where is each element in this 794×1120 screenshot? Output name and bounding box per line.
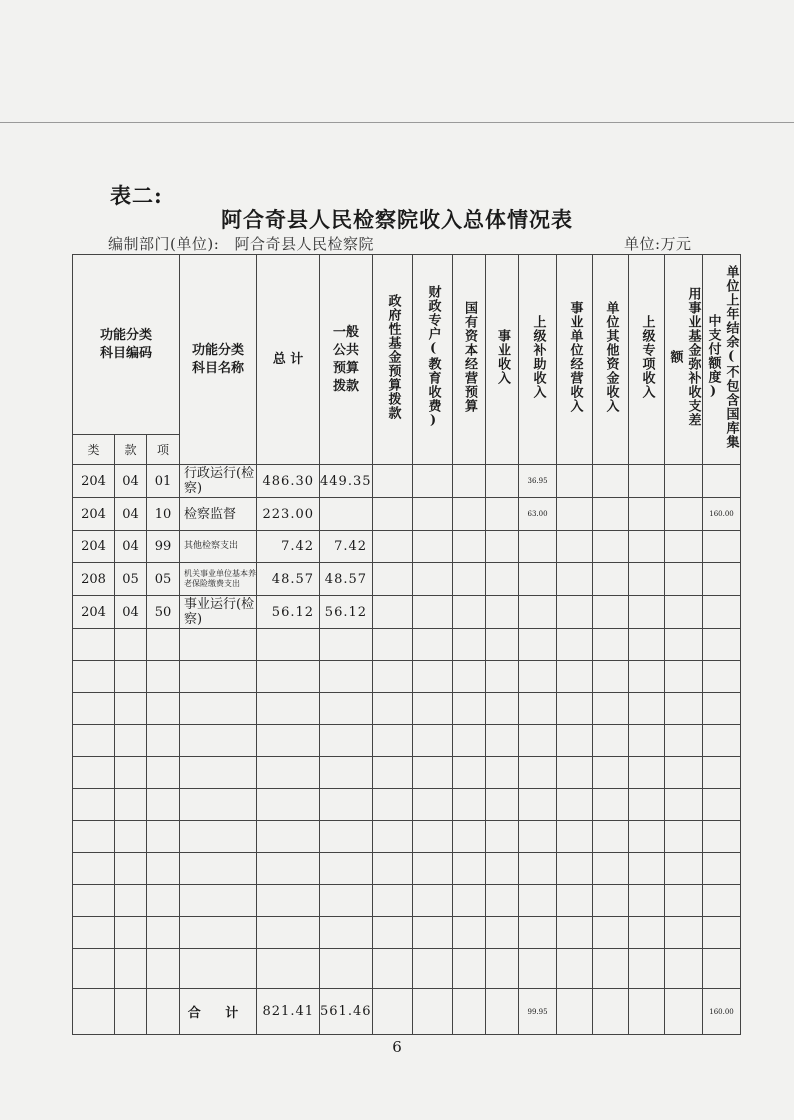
cell-carryover [703, 531, 741, 563]
department-label: 编制部门(单位): [108, 235, 220, 253]
cell-xiang: 50 [147, 596, 180, 629]
page-title: 阿合奇县人民检察院收入总体情况表 [221, 207, 573, 232]
cell-subsidy: 36.95 [519, 465, 557, 498]
empty-row [73, 885, 741, 917]
cell-name: 其他检察支出 [180, 531, 257, 563]
cell-name: 事业运行(检察) [180, 596, 257, 629]
header-gov-fund: 政府性基金预算拨款 [373, 255, 413, 465]
table-row [73, 531, 741, 563]
page-number: 6 [392, 1038, 402, 1056]
cell-total: 7.42 [257, 531, 320, 563]
empty-row [73, 789, 741, 821]
empty-row [73, 629, 741, 661]
header-other-income: 单位其他资金收入 [593, 255, 629, 465]
cell-lei: 204 [73, 531, 115, 563]
cell-subsidy [519, 596, 557, 629]
cell-lei: 204 [73, 498, 115, 531]
cell-general: 7.42 [320, 531, 373, 563]
empty-row [73, 853, 741, 885]
header-rule [0, 122, 794, 123]
cell-lei: 204 [73, 465, 115, 498]
total-label: 合 计 [180, 989, 257, 1035]
header-lei: 类 [73, 435, 115, 465]
cell-lei: 204 [73, 596, 115, 629]
header-fiscal-edu: 财政专户(教育收费) [413, 255, 453, 465]
department-line [108, 233, 374, 254]
header-fund-makeup: 用事业基金弥补收支差额 [665, 255, 703, 465]
header-business-income: 事业收入 [486, 255, 519, 465]
income-table [72, 254, 741, 1035]
header-state-capital: 国有资本经营预算 [453, 255, 486, 465]
header-xiang: 项 [147, 435, 180, 465]
department-value: 阿合奇县人民检察院 [234, 235, 375, 253]
empty-row [73, 821, 741, 853]
cell-lei: 208 [73, 563, 115, 596]
cell-carryover [703, 596, 741, 629]
empty-row [73, 725, 741, 757]
cell-name: 检察监督 [180, 498, 257, 531]
cell-name: 机关事业单位基本养老保险缴费支出 [180, 563, 257, 596]
empty-row [73, 693, 741, 725]
header-kuan: 款 [115, 435, 147, 465]
cell-xiang: 01 [147, 465, 180, 498]
cell-carryover: 160.00 [703, 498, 741, 531]
total-sum: 821.41 [257, 989, 320, 1035]
cell-total: 486.30 [257, 465, 320, 498]
cell-total: 56.12 [257, 596, 320, 629]
cell-xiang: 99 [147, 531, 180, 563]
cell-carryover [703, 563, 741, 596]
table-row [73, 498, 741, 531]
cell-general [320, 498, 373, 531]
cell-kuan: 04 [115, 531, 147, 563]
cell-kuan: 04 [115, 498, 147, 531]
cell-kuan: 05 [115, 563, 147, 596]
total-carryover: 160.00 [703, 989, 741, 1035]
cell-kuan: 04 [115, 596, 147, 629]
header-carryover: 单位上年结余(不包含国库集中支付额度) [703, 255, 741, 465]
cell-name: 行政运行(检察) [180, 465, 257, 498]
table-row [73, 465, 741, 498]
cell-carryover [703, 465, 741, 498]
cell-subsidy [519, 531, 557, 563]
header-total: 总 计 [257, 255, 320, 465]
table-row [73, 596, 741, 629]
table-number-label: 表二: [110, 183, 163, 208]
header-affiliated-income: 事业单位经营收入 [557, 255, 593, 465]
header-row [73, 255, 741, 435]
cell-xiang: 05 [147, 563, 180, 596]
total-general: 561.46 [320, 989, 373, 1035]
total-subsidy: 99.95 [519, 989, 557, 1035]
header-func-name: 功能分类科目名称 [180, 255, 257, 465]
unit-label: 单位:万元 [624, 235, 692, 253]
empty-row [73, 757, 741, 789]
cell-general: 48.57 [320, 563, 373, 596]
total-row [73, 989, 741, 1035]
header-general-budget: 一般公共预算拨款 [320, 255, 373, 465]
empty-row [73, 949, 741, 989]
cell-total: 48.57 [257, 563, 320, 596]
header-superior-subsidy: 上级补助收入 [519, 255, 557, 465]
empty-row [73, 917, 741, 949]
cell-total: 223.00 [257, 498, 320, 531]
header-superior-special: 上级专项收入 [629, 255, 665, 465]
empty-row [73, 661, 741, 693]
cell-general: 56.12 [320, 596, 373, 629]
cell-general: 449.35 [320, 465, 373, 498]
cell-subsidy [519, 563, 557, 596]
table-row [73, 563, 741, 596]
cell-xiang: 10 [147, 498, 180, 531]
cell-kuan: 04 [115, 465, 147, 498]
header-func-code: 功能分类科目编码 [73, 255, 180, 435]
cell-subsidy: 63.00 [519, 498, 557, 531]
